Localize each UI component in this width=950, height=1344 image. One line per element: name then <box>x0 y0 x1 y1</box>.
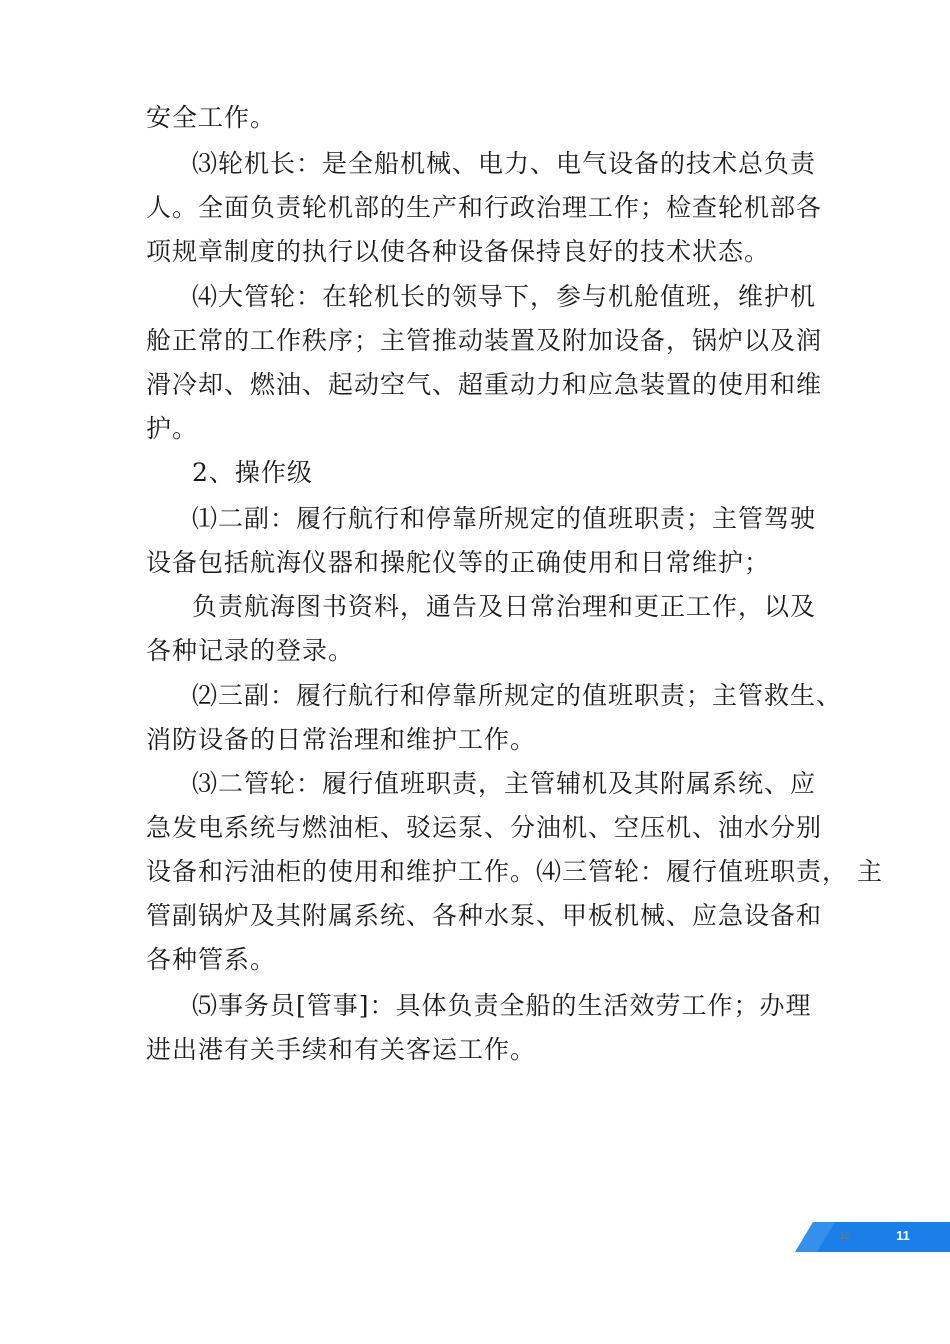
text-line: 各种管系。 <box>146 945 277 974</box>
text-line: 急发电系统与燃油柜、驳运泵、分油机、空压机、油水分别 <box>146 813 823 842</box>
text-line: 进出港有关手续和有关客运工作。 <box>146 1035 537 1064</box>
text-line: 负责航海图书资料，通告及日常治理和更正工作，以及 <box>192 592 817 621</box>
text-line: 设备包括航海仪器和操舵仪等的正确使用和日常维护； <box>146 548 771 577</box>
text-line: ⑶轮机长：是全船机械、电力、电气设备的技术总负责 <box>192 149 817 178</box>
text-line: 项规章制度的执行以使各种设备保持良好的技术状态。 <box>146 237 771 266</box>
text-line: 护。 <box>146 414 199 443</box>
section-heading: 2、操作级 <box>192 458 313 487</box>
footer-band-shape <box>795 1222 950 1252</box>
text-line: 人。全面负责轮机部的生产和行政治理工作；检查轮机部各 <box>146 193 823 222</box>
text-line: 安全工作。 <box>146 103 277 132</box>
text-line: ⑶二管轮：履行值班职责，主管辅机及其附属系统、应 <box>192 769 817 798</box>
text-line: 设备和污油柜的使用和维护工作。⑷三管轮：履行值班职责， 主 <box>146 857 883 886</box>
text-line: 舱正常的工作秩序；主管推动装置及附加设备，锅炉以及润 <box>146 326 823 355</box>
page-number-current: 11 <box>896 1228 910 1243</box>
text-line: 滑冷却、燃油、起动空气、超重动力和应急装置的使用和维 <box>146 370 823 399</box>
text-line: ⑴二副：履行航行和停靠所规定的值班职责；主管驾驶 <box>192 504 817 533</box>
text-line: ⑵三副：履行航行和停靠所规定的值班职责；主管救生、 <box>192 681 843 710</box>
page-number-previous: 10 <box>839 1231 851 1242</box>
text-line: 管副锅炉及其附属系统、各种水泵、甲板机械、应急设备和 <box>146 901 823 930</box>
page-footer-band <box>795 1222 950 1252</box>
text-line: 消防设备的日常治理和维护工作。 <box>146 725 537 754</box>
text-line: ⑸事务员[管事]：具体负责全船的生活效劳工作；办理 <box>192 991 812 1020</box>
text-line: ⑷大管轮：在轮机长的领导下，参与机舱值班，维护机 <box>192 282 817 311</box>
text-line: 各种记录的登录。 <box>146 636 355 665</box>
